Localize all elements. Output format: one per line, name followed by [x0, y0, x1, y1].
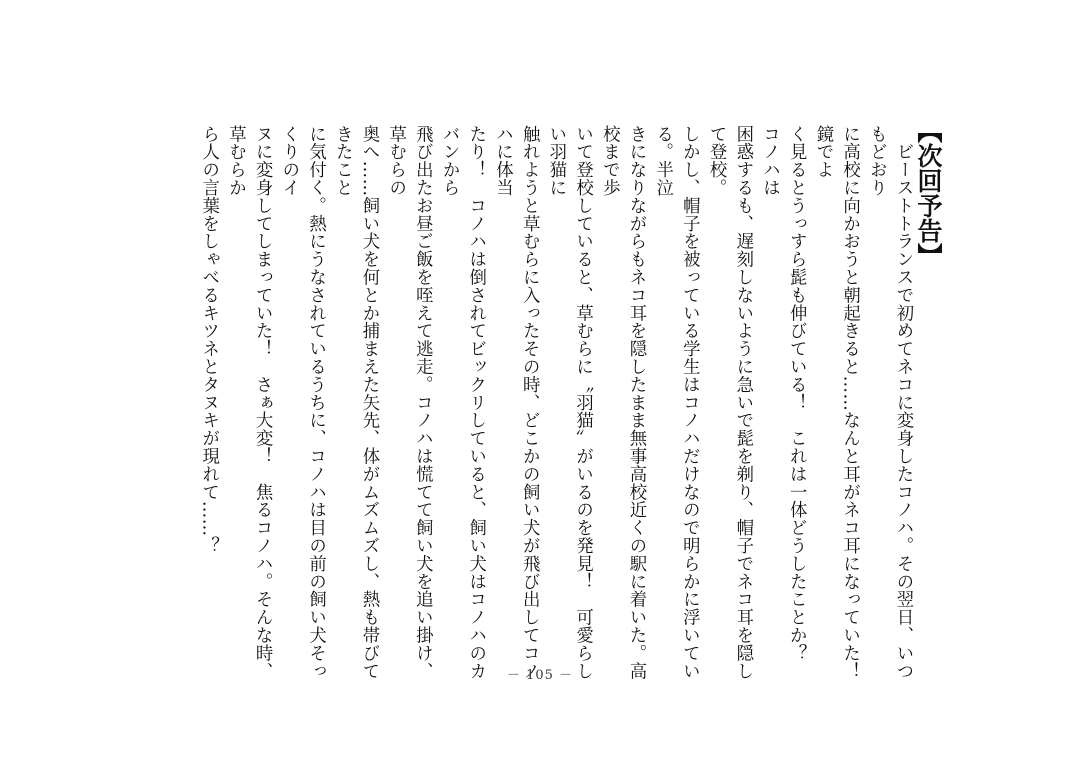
text-column: いて登校していると、草むらに〝羽猫〟がいるのを発見！ 可愛らしい羽猫に — [545, 125, 593, 680]
text-column: しかし、帽子を被っている学生はコノハだけなので明らかに浮いている。半泣 — [652, 125, 700, 680]
text-column: きになりながらもネコ耳を隠したまま無事高校近くの駅に着いた。高校まで歩 — [599, 125, 646, 680]
text-column: に気付く。熱にうなされているうちに、コノハは目の前の飼い犬そっくりのイ — [278, 125, 326, 680]
text-column: たり！ コノハは倒されてビックリしていると、飼い犬はコノハのカバンから — [439, 125, 486, 680]
text-column: 奥へ……飼い犬を何とか捕まえた矢先、体がムズムズし、熱も帯びてきたこと — [332, 125, 379, 680]
body-text — [198, 125, 916, 698]
section-title: 【次回予告】 — [914, 118, 943, 268]
page-number: － 105 － — [506, 668, 574, 683]
text-column: ビーストトランスで初めてネコに変身したコノハ。その翌日、いつもどおり — [866, 125, 913, 680]
text-column: く見るとうっすら髭も伸びている！ これは一体どうしたことか？ コノハは — [759, 125, 807, 680]
text-column: 困惑するも、遅刻しないように急いで髭を剃り、帽子でネコ耳を隠して登校。 — [706, 125, 753, 680]
text-column: ら人の言葉をしゃべるキツネとタヌキが現れて……？ — [198, 125, 219, 555]
text-column: 触れようと草むらに入ったその時、どこかの飼い犬が飛び出してコノハに体当 — [492, 125, 540, 680]
text-column: に高校に向かおうと朝起きると……なんと耳がネコ耳になっていた！ 鏡でよ — [812, 125, 860, 698]
text-column: ヌに変身してしまっていた！ さぁ大変！ 焦るコノハ。そんな時、草むらか — [225, 125, 273, 680]
text-column: 飛び出たお昼ご飯を咥えて逃走。コノハは慌てて飼い犬を追い掛け、草むらの — [385, 125, 433, 680]
